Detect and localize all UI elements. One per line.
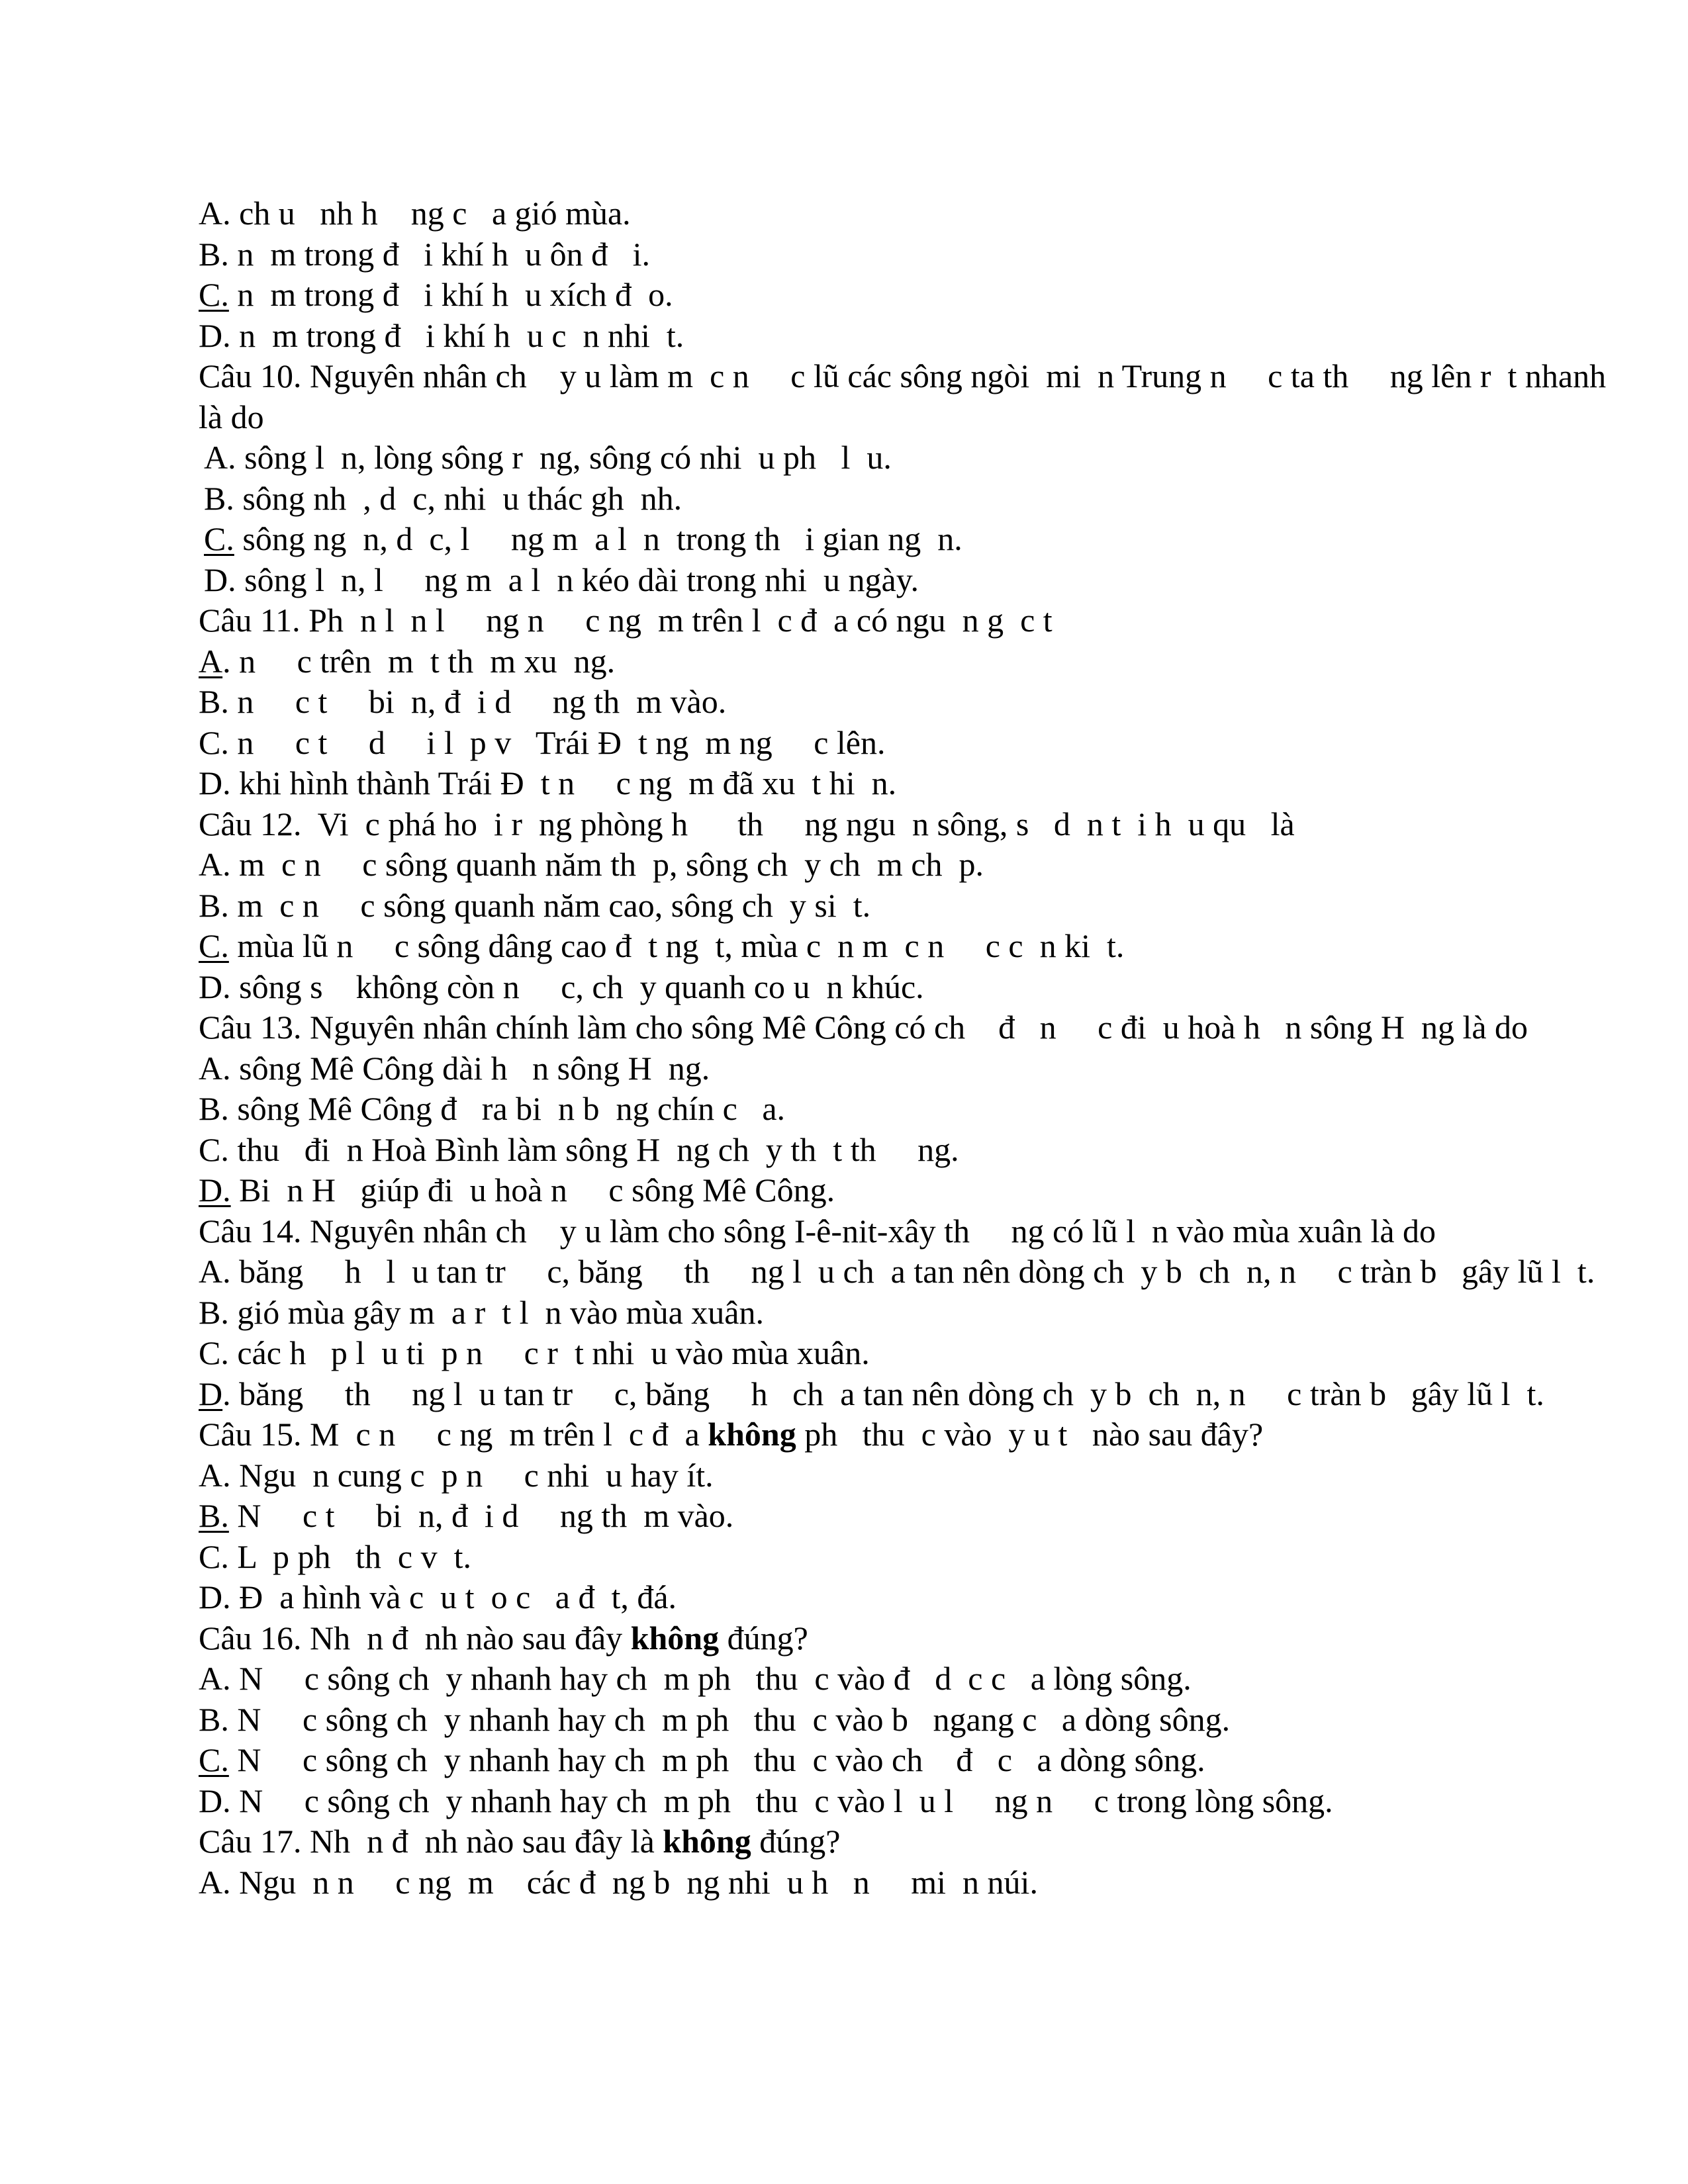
line-text: C. thu đi n Hoà Bình làm sông H ng ch y th t th ng. [199, 1130, 959, 1168]
text-line [199, 1293, 1635, 1334]
line-text: D. N c sông ch y nhanh hay ch m ph thu c vào l u l ng n c trong lòng sông. [199, 1782, 1333, 1819]
line-text: D. sông s không còn n c, ch y quanh co u n khúc. [199, 968, 924, 1005]
text-line [199, 682, 1635, 723]
text-line [199, 844, 1635, 886]
line-text: A. Ngu n cung c p n c nhi u hay ít. [199, 1456, 714, 1494]
text-line [199, 1007, 1635, 1048]
line-text: B. sông Mê Công đ ra bi n b ng chín c a. [199, 1090, 786, 1127]
line-text: A. sông Mê Công dài h n sông H ng. [199, 1049, 710, 1087]
line-text-start: Câu 16. Nh n đ nh nào sau đây [199, 1619, 631, 1657]
line-text: Câu 13. Nguyên nhân chính làm cho sông Mê Công có ch đ n c đi u hoà h n sông H ng là do [199, 1009, 1528, 1046]
text-line [199, 1537, 1635, 1578]
text-line [199, 967, 1635, 1008]
line-text: B. N c sông ch y nhanh hay ch m ph thu c vào b ngang c a dòng sông. [199, 1700, 1231, 1738]
line-text: D. n m trong đ i khí h u c n nhi t. [199, 316, 684, 354]
line-text: đúng? [751, 1823, 841, 1860]
text-line [199, 1618, 1635, 1659]
line-text: B. n m trong đ i khí h u ôn đ i. [199, 235, 650, 273]
line-text: A. N c sông ch y nhanh hay ch m ph thu c vào đ d c c a lòng sông. [199, 1660, 1192, 1697]
line-text: D. sông l n, l ng m a l n kéo dài trong nhi u ngày. [204, 561, 919, 598]
text-line [199, 275, 1635, 316]
line-text: B. sông nh , d c, nhi u thác gh nh. [204, 479, 682, 517]
line-text: C. L p ph th c v t. [199, 1537, 472, 1575]
text-line [199, 1251, 1635, 1293]
line-text: B. gió mùa gây m a r t l n vào mùa xuân. [199, 1293, 765, 1331]
line-text: ph thu c vào y u t nào sau đây? [796, 1416, 1264, 1453]
text-line [199, 1414, 1635, 1455]
text-line [199, 1170, 1635, 1211]
line-text: C. n c t d i l p v Trái Đ t ng m ng c lên. [199, 723, 886, 761]
text-line [199, 478, 1635, 520]
text-line [199, 1130, 1635, 1171]
line-text: A. băng h l u tan tr c, băng th ng l u ch a tan nên dòng ch y b ch n, n c tràn b gây lũ l t. [199, 1253, 1595, 1290]
line-text: mùa lũ n c sông dâng cao đ t ng t, mùa c n m c n c c n ki t. [228, 927, 1125, 964]
answer-marker: A [199, 642, 223, 680]
answer-marker: C. [199, 927, 229, 964]
text-line [199, 641, 1635, 682]
line-text: D. khi hình thành Trái Đ t n c ng m đã xu t hi n. [199, 764, 897, 801]
text-line [199, 804, 1635, 845]
text-line [199, 560, 1635, 601]
line-text: A. ch u nh h ng c a gió mùa. [199, 195, 631, 232]
text-line [199, 1455, 1635, 1496]
line-text: sông ng n, d c, l ng m a l n trong th i gian ng n. [234, 520, 962, 557]
text-line [199, 1333, 1635, 1374]
line-text: . n c trên m t th m xu ng. [222, 642, 616, 680]
text-line [199, 886, 1635, 927]
text-line [199, 600, 1635, 641]
answer-marker: C. [199, 276, 229, 313]
text-line [199, 763, 1635, 804]
line-text-start: Câu 15. M c n c ng m trên l c đ a [199, 1416, 708, 1453]
text-line [199, 1089, 1635, 1130]
text-line [199, 1740, 1635, 1781]
text-line [199, 437, 1635, 478]
text-line [199, 234, 1635, 275]
line-text: . băng th ng l u tan tr c, băng h ch a tan nên dòng ch y b ch n, n c tràn b gây lũ l t. [222, 1375, 1544, 1412]
document-body [199, 193, 1635, 1903]
emphasis-word: không [708, 1416, 796, 1453]
text-line [199, 1211, 1635, 1252]
text-line [199, 316, 1635, 357]
line-text: N c t bi n, đ i d ng th m vào. [228, 1497, 734, 1534]
line-text: A. Ngu n n c ng m các đ ng b ng nhi u h n mi n núi. [199, 1863, 1038, 1901]
line-text: n m trong đ i khí h u xích đ o. [228, 276, 673, 313]
text-line [199, 193, 1635, 234]
line-text: A. m c n c sông quanh năm th p, sông ch y ch m ch p. [199, 846, 984, 883]
line-text: Câu 12. Vi c phá ho i r ng phòng h th ng ngu n sông, s d n t i h u qu là [199, 805, 1295, 842]
text-line [199, 1577, 1635, 1618]
answer-marker: D. [199, 1171, 231, 1208]
answer-marker: C. [199, 1741, 229, 1778]
line-text: A. sông l n, lòng sông r ng, sông có nhi u ph l u. [204, 439, 892, 476]
text-line [199, 1374, 1635, 1415]
emphasis-word: không [630, 1619, 720, 1657]
line-text: C. các h p l u ti p n c r t nhi u vào mùa xuân. [199, 1334, 870, 1371]
line-text: Bi n H giúp đi u hoà n c sông Mê Công. [230, 1171, 835, 1208]
line-text: Câu 14. Nguyên nhân ch y u làm cho sông I-ê-nit-xây th ng có lũ l n vào mùa xuân là do [199, 1212, 1436, 1250]
text-line [199, 1781, 1635, 1822]
text-line [199, 1700, 1635, 1741]
text-line [199, 926, 1635, 967]
line-text: Câu 10. Nguyên nhân ch y u làm m c n c lũ các sông ngòi mi n Trung n c ta th ng lên r t nhanh là do [199, 357, 1615, 435]
line-text: đúng? [719, 1619, 808, 1657]
answer-marker: C. [204, 520, 234, 557]
line-text: D. Đ a hình và c u t o c a đ t, đá. [199, 1578, 677, 1615]
text-line [199, 1496, 1635, 1537]
answer-marker: B. [199, 1497, 229, 1534]
text-line [199, 1048, 1635, 1089]
text-line [199, 1862, 1635, 1903]
line-text-start: Câu 17. Nh n đ nh nào sau đây là [199, 1823, 663, 1860]
line-text: N c sông ch y nhanh hay ch m ph thu c vào ch đ c a dòng sông. [228, 1741, 1205, 1778]
line-text: B. m c n c sông quanh năm cao, sông ch y si t. [199, 886, 871, 924]
text-line [199, 1659, 1635, 1700]
line-text: B. n c t bi n, đ i d ng th m vào. [199, 683, 727, 720]
text-line [199, 519, 1635, 560]
line-text: Câu 11. Ph n l n l ng n c ng m trên l c đ a có ngu n g c t [199, 602, 1053, 639]
text-line [199, 723, 1635, 764]
text-line [199, 1821, 1635, 1862]
text-line [199, 356, 1635, 437]
emphasis-word: không [663, 1823, 751, 1860]
answer-marker: D [199, 1375, 223, 1412]
